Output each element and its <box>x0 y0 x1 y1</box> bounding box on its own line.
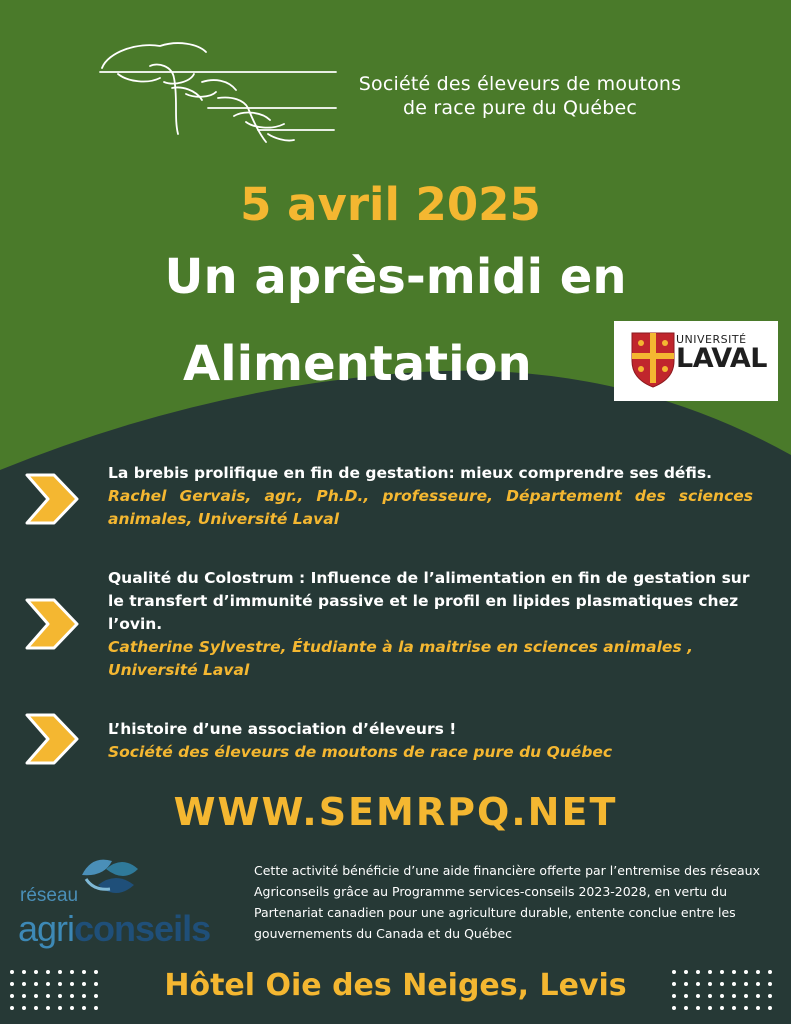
chevron-right-icon <box>24 597 80 651</box>
talk-title: La brebis prolifique en fin de gestation: mieux comprendre ses défis. <box>108 464 713 482</box>
agriconseils-logo <box>14 855 244 955</box>
event-date: 5 avril 2025 <box>240 178 541 231</box>
event-title-line2: Alimentation <box>183 336 532 392</box>
laval-label: LAVAL <box>676 343 767 374</box>
talk-speaker: Rachel Gervais, agr., Ph.D., professeure, Département des sciences animales, Université Laval <box>108 487 753 528</box>
event-title-line1: Un après-midi en <box>164 249 627 305</box>
universite-label: UNIVERSITÉ <box>676 333 747 346</box>
universite-laval-wordmark <box>676 334 767 372</box>
conseils-label: conseils <box>74 908 211 949</box>
talk-item-1 <box>108 462 753 531</box>
talk-title: L’histoire d’une association d’éleveurs ! <box>108 720 457 738</box>
organization-name <box>320 72 720 120</box>
website-link[interactable]: WWW.SEMRPQ.NET <box>173 790 618 834</box>
agriconseils-wordmark <box>18 907 210 951</box>
talk-item-2 <box>108 567 753 682</box>
agriconseils-emblem-icon <box>76 855 146 905</box>
sheep-logo-icon <box>98 38 338 148</box>
chevron-right-icon <box>24 712 80 766</box>
organization-name-line1: Société des éleveurs de moutons <box>358 73 682 95</box>
talk-item-3 <box>108 718 753 764</box>
agri-label: agri <box>18 908 75 949</box>
funding-note: Cette activité bénéficie d’une aide financière offerte par l’entremise des réseaux Agriconseils grâce au Programme services-conseils 2023-2028, en vertu du Partenariat canadien pour une agriculture durable, entente conclue entre les gouvernements du Canada et du Québec <box>254 863 760 941</box>
chevron-right-icon <box>24 472 80 526</box>
reseau-label: réseau <box>20 885 79 906</box>
organization-name-line2: de race pure du Québec <box>402 97 638 119</box>
talk-title: Qualité du Colostrum : Influence de l’alimentation en fin de gestation sur le transfert d’immunité passive et le profil en lipides plasmatiques chez l’ovin. <box>108 569 750 633</box>
venue-location: Hôtel Oie des Neiges, Levis <box>164 968 627 1003</box>
talk-speaker: Catherine Sylvestre, Étudiante à la maitrise en sciences animales , Université Laval <box>108 638 693 679</box>
talk-speaker: Société des éleveurs de moutons de race pure du Québec <box>108 743 613 761</box>
laval-crest-icon <box>630 331 676 389</box>
